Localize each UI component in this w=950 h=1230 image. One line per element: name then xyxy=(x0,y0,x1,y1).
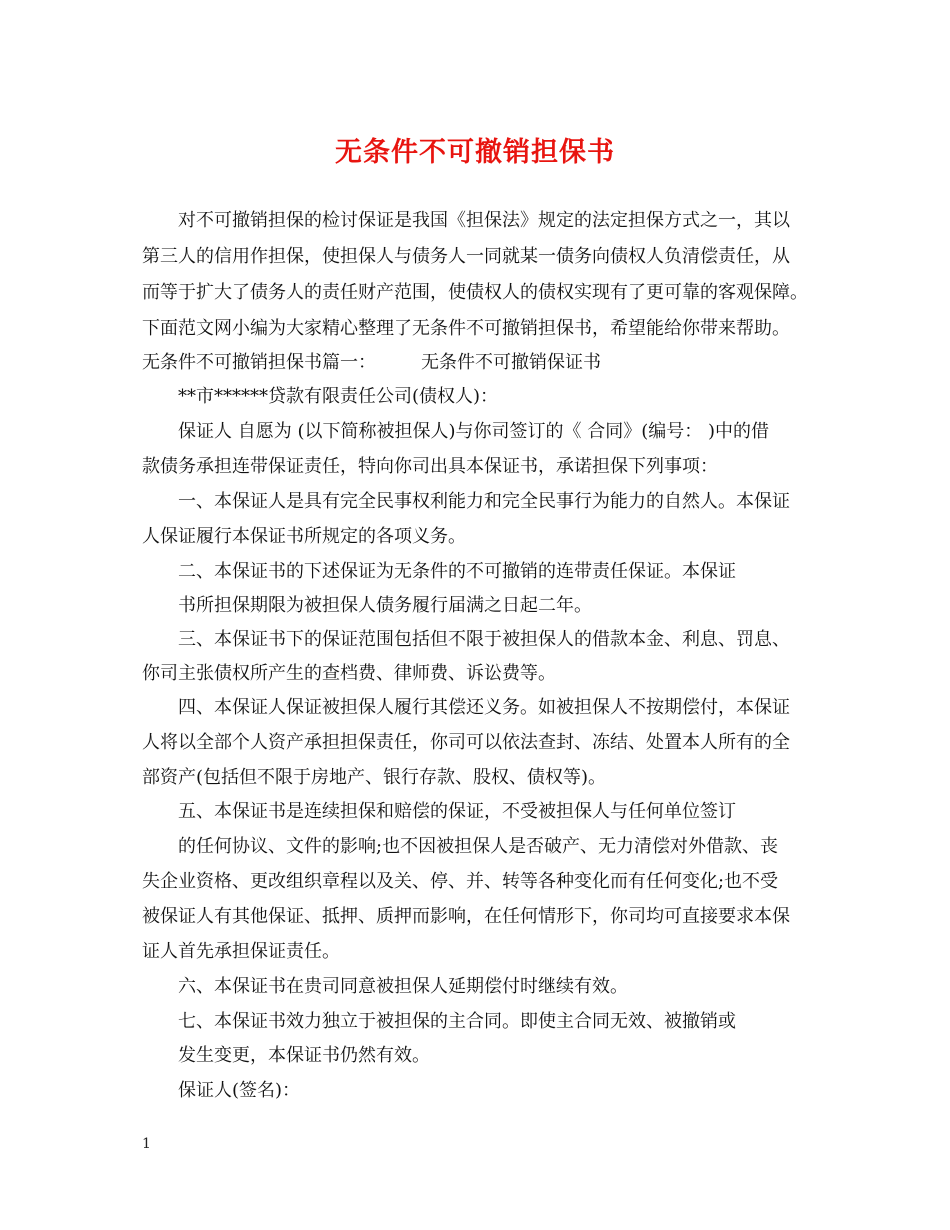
body-line-20: 失企业资格、更改组织章程以及关、停、并、转等各种变化而有任何变化;也不受 xyxy=(142,871,779,892)
body-line-12: 书所担保期限为被担保人债务履行届满之日起二年。 xyxy=(178,595,592,616)
body-line-22: 证人首先承担保证责任。 xyxy=(142,941,340,962)
body-line-7: 保证人 自愿为 (以下简称被担保人)与你司签订的《 合同》(编号： )中的借 xyxy=(178,421,769,442)
body-line-26: 保证人(签名)： xyxy=(178,1080,301,1101)
document-title: 无条件不可撤销担保书 xyxy=(335,137,615,168)
body-line-6: **市******贷款有限责任公司(债权人)： xyxy=(178,386,499,407)
body-line-16: 人将以全部个人资产承担担保责任，你司可以依法查封、冻结、处置本人所有的全 xyxy=(142,732,790,753)
page-number: 1 xyxy=(142,1136,151,1152)
body-line-18: 五、本保证书是连续担保和赔偿的保证，不受被担保人与任何单位签订 xyxy=(178,801,736,822)
body-line-5: 无条件不可撤销担保书篇一： 无条件不可撤销保证书 xyxy=(142,352,601,373)
body-line-13: 三、本保证书下的保证范围包括但不限于被担保人的借款本金、利息、罚息、 xyxy=(178,629,790,650)
body-line-25: 发生变更，本保证书仍然有效。 xyxy=(178,1045,430,1066)
body-line-23: 六、本保证书在贵司同意被担保人延期偿付时继续有效。 xyxy=(178,976,628,997)
body-line-9: 一、本保证人是具有完全民事权利能力和完全民事行为能力的自然人。本保证 xyxy=(178,491,790,512)
body-line-17: 部资产(包括但不限于房地产、银行存款、股权、债权等)。 xyxy=(142,767,607,788)
body-line-2: 第三人的信用作担保，使担保人与债务人一同就某一债务向债权人负清偿责任，从 xyxy=(142,246,790,267)
body-line-10: 人保证履行本保证书所规定的各项义务。 xyxy=(142,526,466,547)
body-line-14: 你司主张债权所产生的查档费、律师费、诉讼费等。 xyxy=(142,663,556,684)
body-line-15: 四、本保证人保证被担保人履行其偿还义务。如被担保人不按期偿付，本保证 xyxy=(178,697,790,718)
body-line-19: 的任何协议、文件的影响;也不因被担保人是否破产、无力清偿对外借款、丧 xyxy=(178,836,779,857)
body-line-1: 对不可撤销担保的检讨保证是我国《担保法》规定的法定担保方式之一，其以 xyxy=(178,210,790,231)
body-line-8: 款债务承担连带保证责任，特向你司出具本保证书，承诺担保下列事项： xyxy=(142,456,718,477)
body-line-3: 而等于扩大了债务人的责任财产范围，使债权人的债权实现有了更可靠的客观保障。 xyxy=(142,282,808,303)
body-line-24: 七、本保证书效力独立于被担保的主合同。即使主合同无效、被撤销或 xyxy=(178,1011,736,1032)
body-line-11: 二、本保证书的下述保证为无条件的不可撤销的连带责任保证。本保证 xyxy=(178,561,736,582)
body-line-4: 下面范文网小编为大家精心整理了无条件不可撤销担保书，希望能给你带来帮助。 xyxy=(142,318,790,339)
body-line-21: 被保证人有其他保证、抵押、质押而影响，在任何情形下，你司均可直接要求本保 xyxy=(142,906,790,927)
